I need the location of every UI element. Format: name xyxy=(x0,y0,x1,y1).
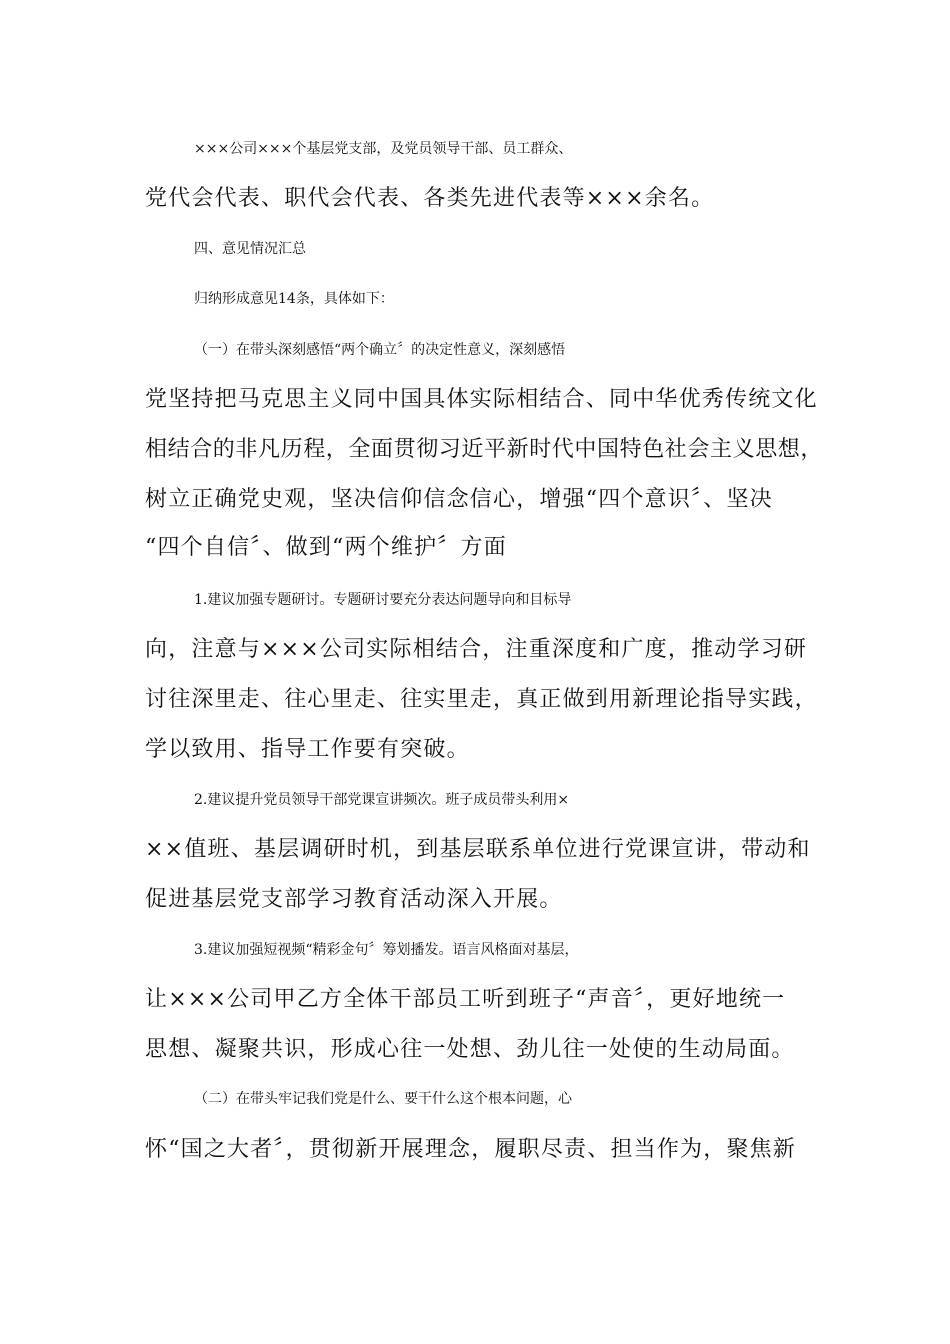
text-line: 促进基层党支部学习教育活动深入开展。 xyxy=(145,887,563,912)
text-line: 怀“国之大者〞，贯彻新开展理念，履职尽责、担当作为，聚焦新 xyxy=(145,1137,797,1162)
text-line: 归纳形成意见14条，具体如下： xyxy=(194,291,394,307)
list-item: 2.建议提升党员领导干部党课宣讲频次。班子成员带头利用× xyxy=(194,792,570,808)
list-item: 1.建议加强专题研讨。专题研讨要充分表达问题导向和目标导 xyxy=(194,592,572,608)
text-line: ××值班、基层调研时机，到基层联系单位进行党课宣讲，带动和 xyxy=(145,837,811,862)
list-item: 3.建议加强短视频“精彩金句〞筹划播发。语言风格面对基层， xyxy=(194,942,579,958)
text-line: 党代会代表、职代会代表、各类先进代表等×××余名。 xyxy=(145,186,715,211)
text-line: 向，注意与×××公司实际相结合，注重深度和广度，推动学习研 xyxy=(145,637,808,662)
text-line: 党坚持把马克思主义同中国具体实际相结合、同中华优秀传统文化 xyxy=(145,387,818,412)
text-line: 讨往深里走、往心里走、往实里走，真正做到用新理论指导实践， xyxy=(145,687,818,712)
text-line: 树立正确党史观，坚决信仰信念信心，增强“四个意识〞、坚决 xyxy=(145,487,773,512)
subsection-heading: （二）在带头牢记我们党是什么、要干什么这个根本问题，心 xyxy=(194,1091,572,1107)
subsection-heading: （一）在带头深刻感悟“两个确立〞的决定性意义，深刻感悟 xyxy=(194,342,566,358)
text-line: 思想、凝聚共识，形成心往一处想、劲儿往一处使的生动局面。 xyxy=(145,1037,795,1062)
text-line: 相结合的非凡历程，全面贯彻习近平新时代中国特色社会主义思想， xyxy=(145,437,824,462)
text-line: “四个自信〞、做到“两个维护〞方面 xyxy=(145,535,507,560)
section-heading: 四、意见情况汇总 xyxy=(194,241,306,257)
text-line: 学以致用、指导工作要有突破。 xyxy=(145,737,470,762)
text-line: ×××公司×××个基层党支部，及党员领导干部、员工群众、 xyxy=(194,141,573,157)
text-line: 让×××公司甲乙方全体干部员工听到班子“声音〞，更好地统一 xyxy=(145,987,786,1012)
